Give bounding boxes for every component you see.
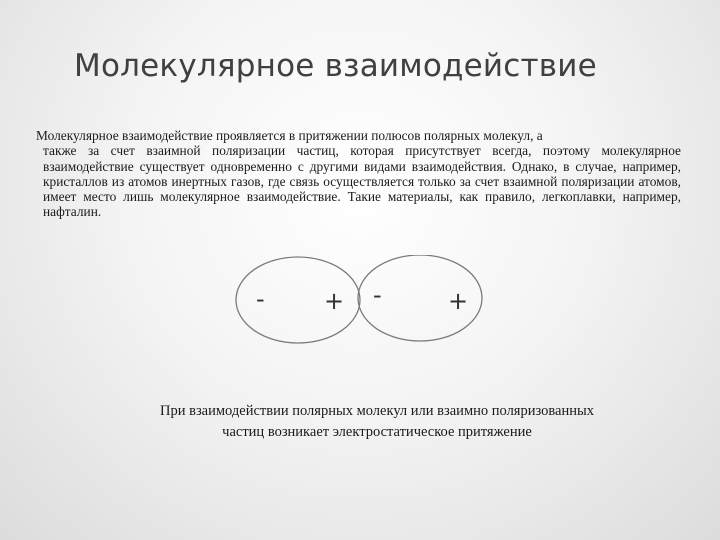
molecule-2-negative: - xyxy=(373,281,382,309)
caption-line-1: При взаимодействии полярных молекул или взаимно поляризованных xyxy=(160,403,594,419)
body-paragraph xyxy=(36,128,681,220)
molecules-svg xyxy=(230,255,490,345)
caption-line-2: частиц возникает электростатическое притяжение xyxy=(222,424,532,440)
molecule-1-positive: + xyxy=(324,287,345,315)
polar-molecules-diagram xyxy=(230,255,490,345)
molecule-1-negative: - xyxy=(256,285,265,313)
body-rest: также за счет взаимной поляризации частиц, которая присутствует всегда, поэтому молекулярное взаимодействие существует одновременно с другими видами взаимодействия. Однако, в случае, например, кристаллов из атомов инертных газов, где связь осуществляется только за счет взаимной поляризации атомов, имеет место лишь молекулярное взаимодействие. Такие материалы, как правило, легкоплавки, например, нафталин. xyxy=(43,143,681,220)
molecule-2-positive: + xyxy=(448,287,469,315)
body-first-line: Молекулярное взаимодействие проявляется в притяжении полюсов полярных молекул, а xyxy=(36,128,543,143)
slide-title: Молекулярное взаимодействие xyxy=(74,48,597,84)
diagram-caption xyxy=(90,401,664,443)
